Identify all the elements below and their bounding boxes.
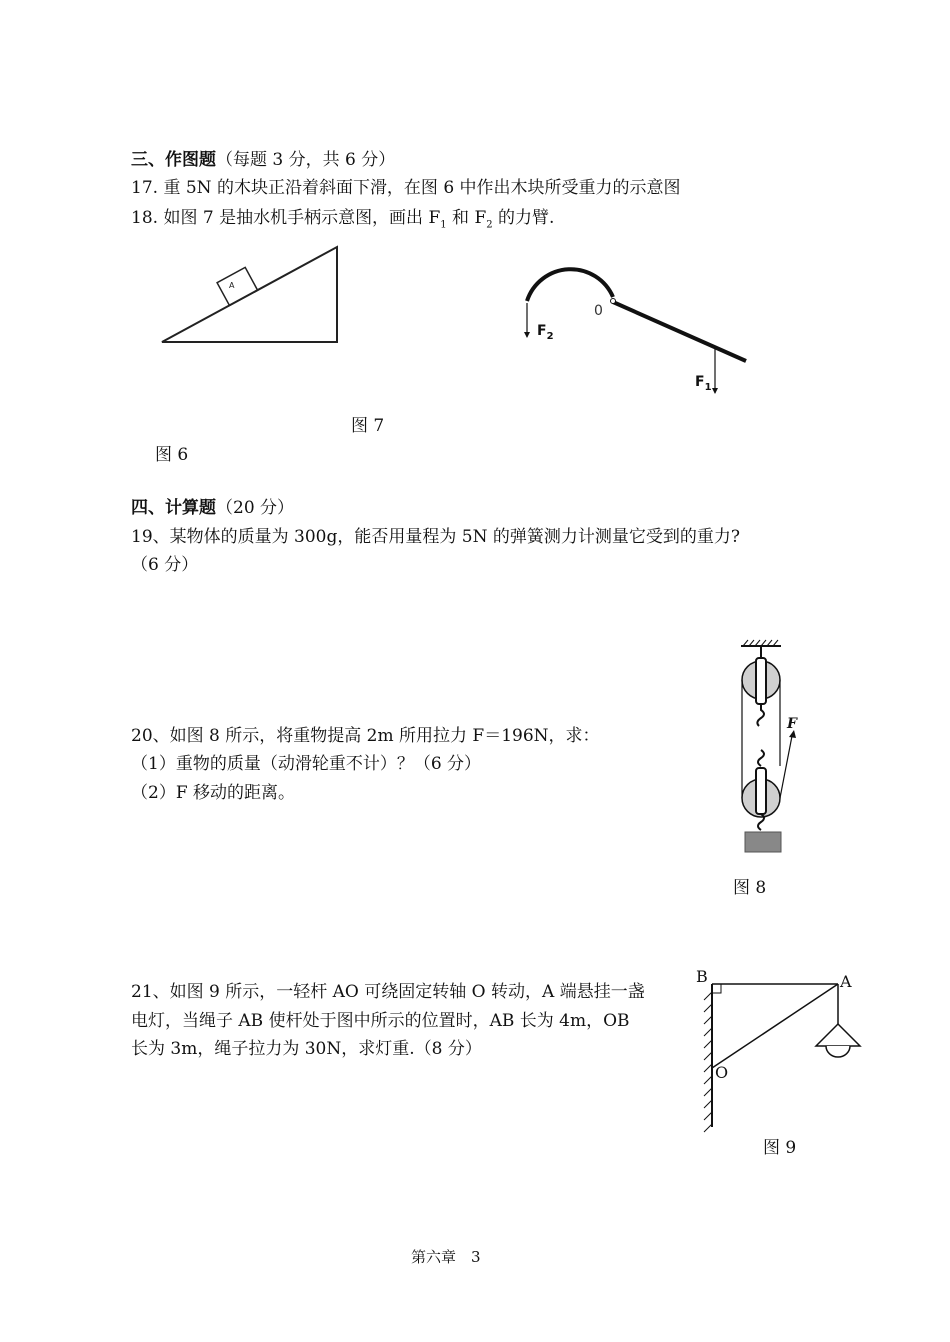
section-3-score: （每题 3 分，共 6 分） xyxy=(216,150,396,170)
figure-8-pulley xyxy=(725,638,805,858)
f1-label: $F_1$ xyxy=(695,374,712,393)
label-b: B xyxy=(696,967,708,986)
question-20-line3: （2）F 移动的距离。 xyxy=(131,783,296,803)
rod-ao xyxy=(712,984,838,1068)
lamp-bulb xyxy=(826,1046,850,1057)
question-20-line1: 20、如图 8 所示，将重物提高 2m 所用拉力 F＝196N，求： xyxy=(131,726,600,746)
section-3-heading: 三、作图题 xyxy=(131,150,216,170)
question-21-line1: 21、如图 9 所示，一轻杆 AO 可绕固定转轴 O 转动，A 端悬挂一盏 xyxy=(131,982,645,1002)
wooden-block xyxy=(217,267,258,305)
lamp-shade xyxy=(816,1024,860,1046)
label-o: O xyxy=(715,1063,729,1082)
section-4-heading-line xyxy=(131,497,294,519)
handle-rod xyxy=(613,302,746,361)
section-3-heading-line xyxy=(131,149,395,171)
section-4-heading: 四、计算题 xyxy=(131,498,216,518)
handle-arc xyxy=(527,269,613,301)
section-4-score: （20 分） xyxy=(216,498,295,518)
force-label: F xyxy=(787,716,797,732)
question-17: 17. 重 5N 的木块正沿着斜面下滑，在图 6 中作出木块所受重力的示意图 xyxy=(131,178,681,198)
question-18: 18. 如图 7 是抽水机手柄示意图，画出 $F_1$ 和 $F_2$ 的力臂. xyxy=(131,208,555,231)
weight-block xyxy=(745,832,781,852)
figure-8-caption: 图 8 xyxy=(733,878,767,898)
question-21-line3: 长为 3m，绳子拉力为 30N，求灯重.（8 分） xyxy=(131,1039,482,1059)
f2-label: $F_2$ xyxy=(537,323,554,342)
question-20-line2: （1）重物的质量（动滑轮重不计）？（6 分） xyxy=(131,754,482,774)
figure-9-rod-lamp xyxy=(690,962,870,1142)
pivot-point xyxy=(611,299,616,304)
question-19-line1: 19、某物体的质量为 300g，能否用量程为 5N 的弹簧测力计测量它受到的重力? xyxy=(131,527,740,547)
question-19-line2: （6 分） xyxy=(131,555,199,575)
question-21-line2: 电灯，当绳子 AB 使杆处于图中所示的位置时，AB 长为 4m，OB xyxy=(131,1011,630,1031)
figure-6-incline xyxy=(155,240,355,350)
figure-6-caption: 图 6 xyxy=(155,445,189,465)
page-footer: 第六章 3 xyxy=(411,1248,481,1266)
label-a: A xyxy=(840,972,852,991)
figure-7-caption: 图 7 xyxy=(351,416,385,436)
block-label: A xyxy=(229,281,235,290)
figure-7-pump-handle xyxy=(515,245,775,405)
pivot-label: 0 xyxy=(594,303,603,319)
figure-9-caption: 图 9 xyxy=(763,1138,797,1158)
